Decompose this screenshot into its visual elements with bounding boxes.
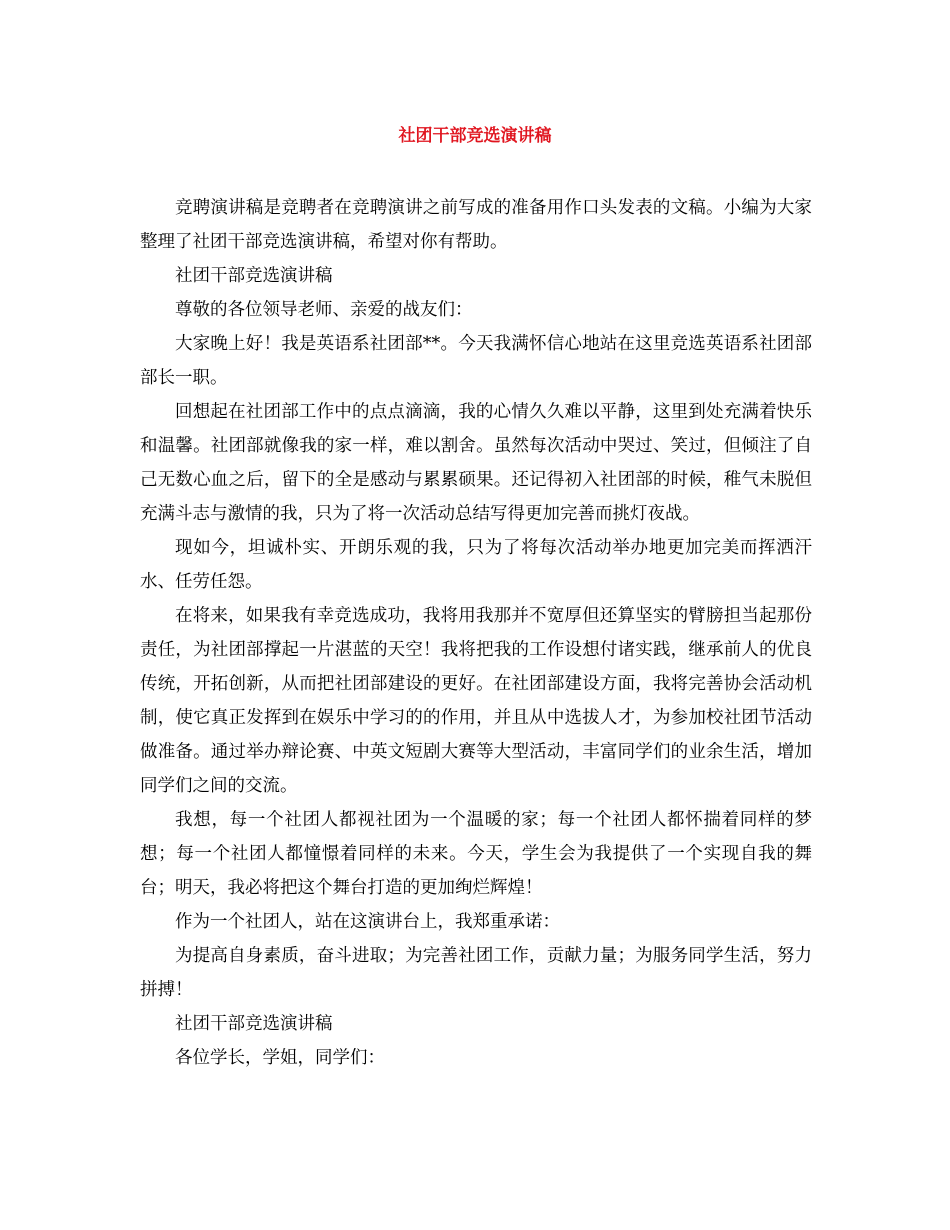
paragraph-greeting: 大家晚上好！我是英语系社团部**。今天我满怀信心地站在这里竞选英语系社团部部长一职。 <box>140 334 812 388</box>
paragraph-pledge-intro: 作为一个社团人，站在这演讲台上，我郑重承诺： <box>175 912 560 932</box>
document-body <box>140 191 812 1075</box>
paragraph-future: 在将来，如果我有幸竞选成功，我将用我那并不宽厚但还算坚实的臂膀担当起那份责任，为社团部撑起一片湛蓝的天空！我将把我的工作设想付诸实践，继承前人的优良传统，开拓创新，从而把社团部建设的更好。在社团部建设方面，我将完善协会活动机制，使它真正发挥到在娱乐中学习的的作用，并且从中选拔人才，为参加校社团节活动做准备。通过举办辩论赛、中英文短剧大赛等大型活动，丰富同学们的业余生活，增加同学们之间的交流。 <box>140 606 812 796</box>
document-title: 社团干部竞选演讲稿 <box>398 126 552 146</box>
paragraph-subtitle-2: 社团干部竞选演讲稿 <box>175 1014 333 1034</box>
paragraph-salutation: 尊敬的各位领导老师、亲爱的战友们： <box>175 300 473 320</box>
paragraph-recollection: 回想起在社团部工作中的点点滴滴，我的心情久久难以平静，这里到处充满着快乐和温馨。社团部就像我的家一样，难以割舍。虽然每次活动中哭过、笑过，但倾注了自己无数心血之后，留下的全是感动与累累硕果。还记得初入社团部的时候，稚气未脱但充满斗志与激情的我，只为了将一次活动总结写得更加完善而挑灯夜战。 <box>140 402 812 524</box>
paragraph-subtitle: 社团干部竞选演讲稿 <box>175 266 333 286</box>
paragraph-pledge: 为提高自身素质，奋斗进取；为完善社团工作，贡献力量；为服务同学生活，努力拼搏！ <box>140 946 812 1000</box>
paragraph-present: 现如今，坦诚朴实、开朗乐观的我，只为了将每次活动举办地更加完美而挥洒汗水、任劳任怨。 <box>140 538 812 592</box>
paragraph-dream: 我想，每一个社团人都视社团为一个温暖的家；每一个社团人都怀揣着同样的梦想；每一个社团人都憧憬着同样的未来。今天，学生会为我提供了一个实现自我的舞台；明天，我必将把这个舞台打造的更加绚烂辉煌！ <box>140 810 812 898</box>
paragraph-salutation-2: 各位学长，学姐，同学们： <box>175 1048 385 1068</box>
paragraph-intro: 竞聘演讲稿是竞聘者在竞聘演讲之前写成的准备用作口头发表的文稿。小编为大家整理了社团干部竞选演讲稿，希望对你有帮助。 <box>140 198 812 252</box>
